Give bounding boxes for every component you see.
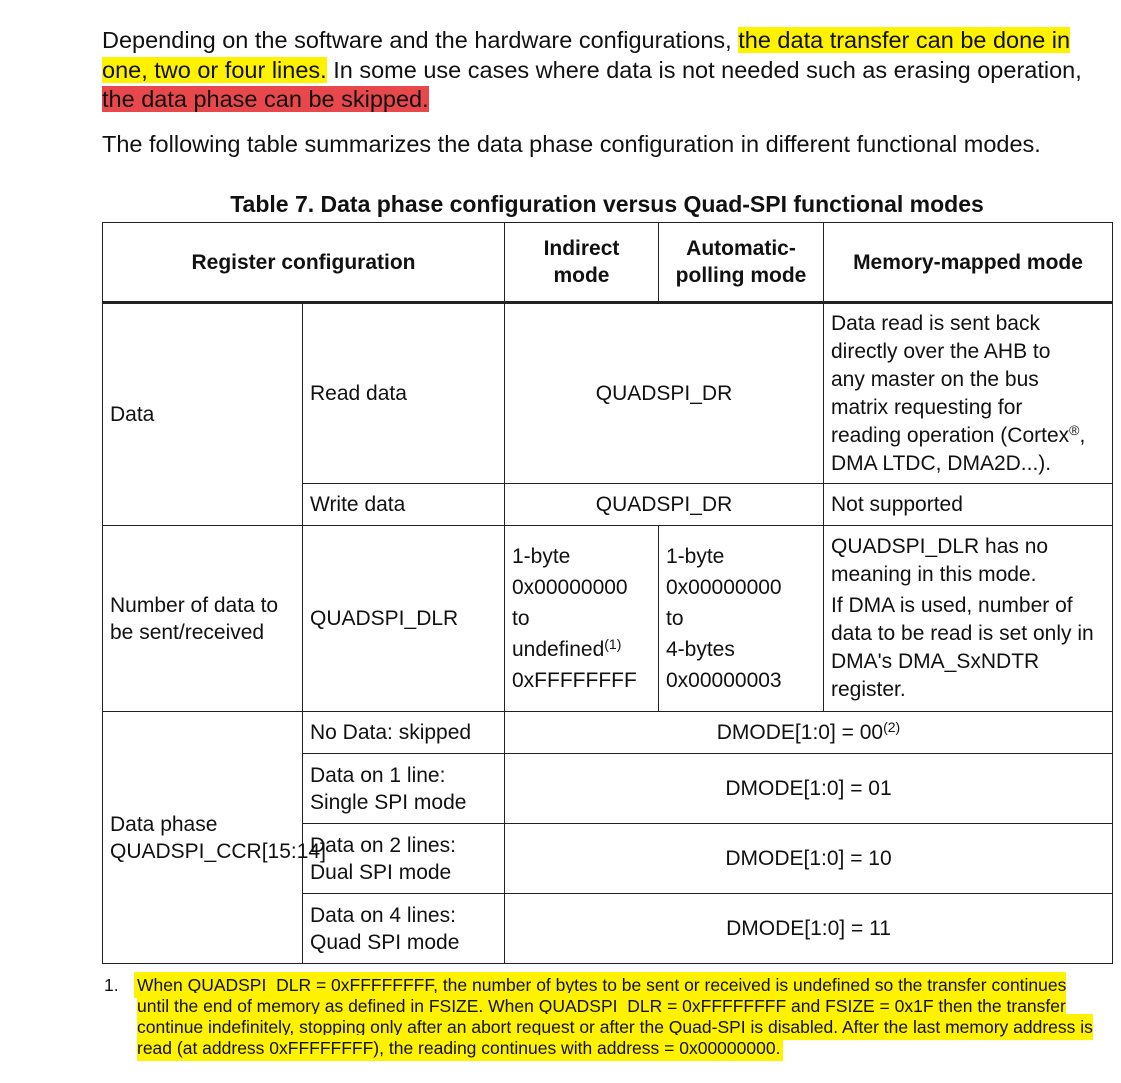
polling-number-range xyxy=(659,526,824,712)
data-label: Data xyxy=(103,303,303,526)
range-line: 4-bytes xyxy=(666,638,735,661)
table-caption: Table 7. Data phase configuration versus Quad-SPI functional modes xyxy=(230,191,984,217)
phase-option-value: DMODE[1:0] = 11 xyxy=(505,894,1113,964)
write-data-memory-mapped: Not supported xyxy=(824,484,1113,526)
header-indirect-line2: mode xyxy=(553,264,610,287)
phase-option-label: Data on 2 lines: Dual SPI mode xyxy=(303,824,505,894)
write-data-label: Write data xyxy=(303,484,505,526)
red-highlight: the data phase can be skipped. xyxy=(102,86,429,112)
phase-option-label: Data on 1 line: Single SPI mode xyxy=(303,754,505,824)
header-indirect-line1: Indirect xyxy=(543,237,620,260)
mm-line: matrix requesting for xyxy=(831,395,1023,419)
intro-text-middle: In some use cases where data is not needed such as erasing operation, xyxy=(326,56,1082,83)
number-of-data-memory-mapped xyxy=(824,526,1113,712)
mm-line: any master on the bus xyxy=(831,367,1039,391)
range-line: 0x00000000 xyxy=(666,576,782,599)
range-line: 0xFFFFFFFF xyxy=(512,669,637,692)
header-polling-line1: Automatic- xyxy=(686,237,796,260)
mm-line: DMA LTDC, DMA2D...). xyxy=(831,451,1052,475)
phase-option-label: Data on 4 lines: Quad SPI mode xyxy=(303,894,505,964)
header-polling-line2: polling mode xyxy=(675,264,807,287)
phase-option-value: DMODE[1:0] = 10 xyxy=(505,824,1113,894)
read-data-label: Read data xyxy=(303,303,505,484)
yellow-highlight: the data transfer can be done in one, two or four lines. xyxy=(102,27,1071,83)
mm-paragraph: If DMA is used, number of data to be read is set only in DMA's DMA_SxNDTR register. xyxy=(831,594,1094,701)
range-line: to xyxy=(666,607,684,630)
footnote-highlight: When QUADSPI_DLR = 0xFFFFFFFF, the number of bytes to be sent or received is undefined so the transfer continues until the end of memory as defined in FSIZE. When QUADSPI_DLR = 0xFFFFFFFF and FSIZE = 0x1F then the transfer continue indefinitely, stopping only after an abort request or after the Quad-SPI is disabled. After the last memory address is read (at address 0xFFFFFFFF), the reading continues with address = 0x00000000. xyxy=(137,975,1093,1058)
registered-mark: ® xyxy=(1069,421,1080,438)
range-line: 1-byte xyxy=(666,545,725,568)
footnote-number: 1. xyxy=(104,975,119,995)
mm-line: reading operation (Cortex xyxy=(831,423,1070,447)
phase-option-value xyxy=(505,712,1113,754)
dmode-value: DMODE[1:0] = 00 xyxy=(716,721,884,744)
number-of-data-label: Number of data to be sent/received xyxy=(103,526,303,712)
write-data-register: QUADSPI_DR xyxy=(505,484,824,526)
phase-option-label: No Data: skipped xyxy=(303,712,505,754)
number-of-data-register: QUADSPI_DLR xyxy=(303,526,505,712)
intro-paragraph xyxy=(102,26,1112,115)
range-line: 0x00000003 xyxy=(666,669,782,692)
footnote-text xyxy=(137,975,1097,1059)
intro-text: Depending on the software and the hardware configurations, xyxy=(102,27,739,53)
range-line: 1-byte xyxy=(512,545,571,568)
table-row xyxy=(103,526,1113,712)
range-line: to xyxy=(512,607,530,630)
header-memory-mapped-mode: Memory-mapped mode xyxy=(824,223,1113,303)
footnote-ref: (1) xyxy=(604,636,622,652)
range-text: undefined xyxy=(512,638,605,661)
data-phase-label: Data phase QUADSPI_CCR[15:14] xyxy=(103,712,303,964)
mm-paragraph: QUADSPI_DLR has no meaning in this mode. xyxy=(831,535,1049,586)
mm-line: directly over the AHB to xyxy=(831,339,1051,363)
mm-line: Data read is sent back xyxy=(831,311,1040,335)
table-row xyxy=(103,303,1113,484)
range-line xyxy=(512,634,651,665)
range-line: 0x00000000 xyxy=(512,576,628,599)
table-row xyxy=(103,712,1113,754)
header-register-configuration: Register configuration xyxy=(103,223,505,303)
read-data-register: QUADSPI_DR xyxy=(505,303,824,484)
summary-paragraph: The following table summarizes the data phase configuration in different functional modes. xyxy=(102,131,1041,157)
read-data-memory-mapped: Data read is sent back directly over the AHB to any master on the bus matrix requesting for reading operation (Cortex®, DMA LTDC, DMA2D...). xyxy=(824,303,1113,484)
footnote-ref: (2) xyxy=(883,719,901,735)
header-indirect-mode xyxy=(505,223,659,303)
data-phase-table xyxy=(102,222,1113,964)
header-automatic-polling-mode xyxy=(659,223,824,303)
phase-option-value: DMODE[1:0] = 01 xyxy=(505,754,1113,824)
indirect-number-range xyxy=(505,526,659,712)
